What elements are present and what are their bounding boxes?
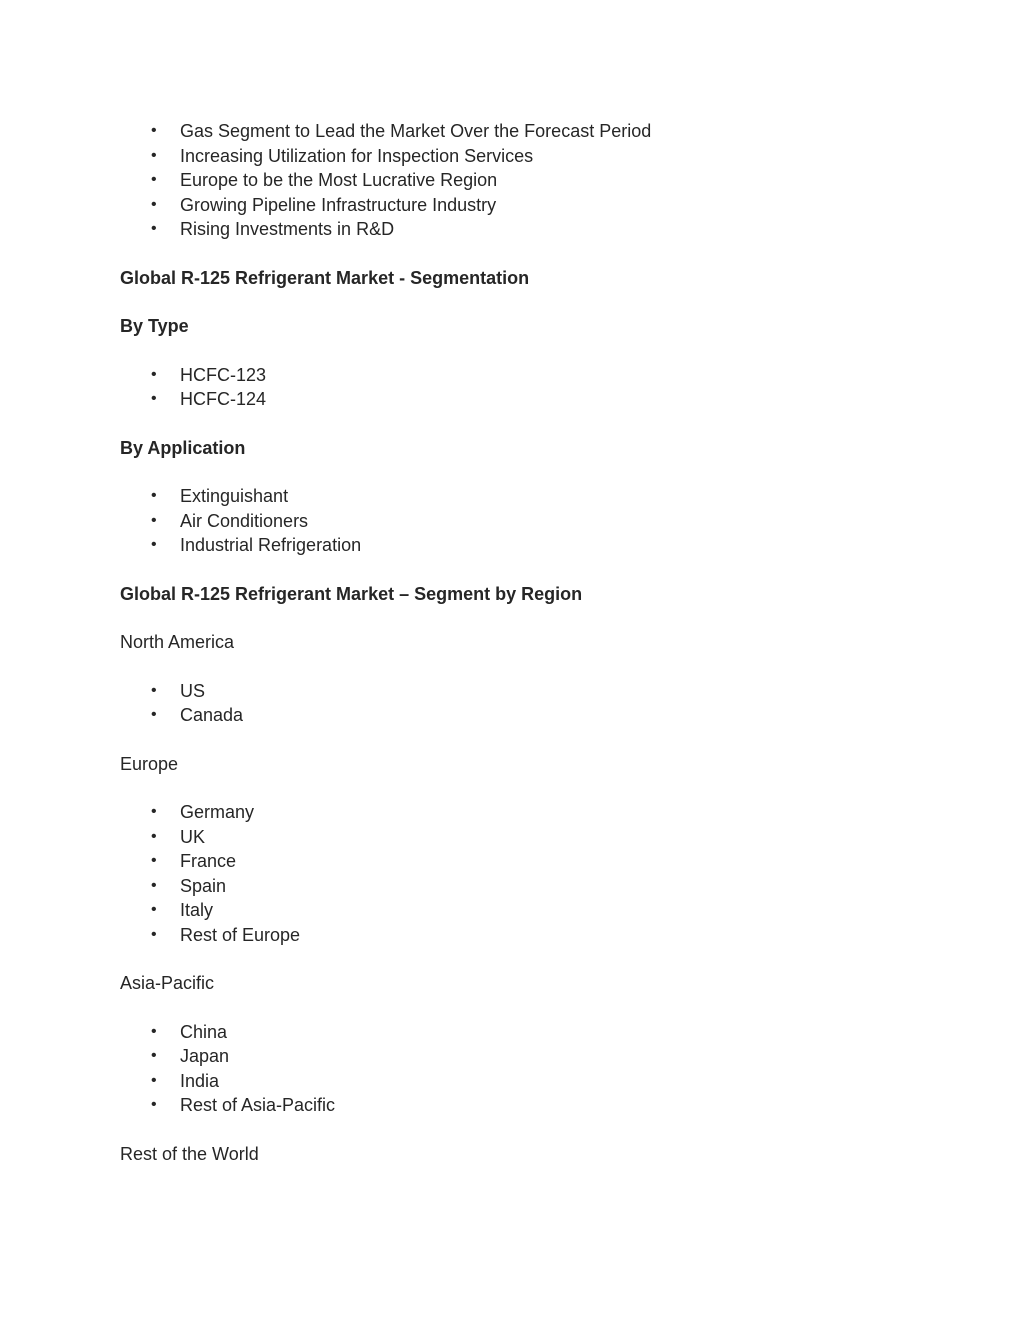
application-list — [120, 484, 920, 558]
list-item: • Rest of Europe — [120, 923, 920, 948]
bullet-icon: • — [151, 827, 157, 845]
list-item: • HCFC-124 — [120, 387, 920, 412]
bullet-icon: • — [151, 925, 157, 943]
bullet-icon: • — [151, 1096, 157, 1113]
list-item: • US — [120, 679, 920, 704]
list-item: • Gas Segment to Lead the Market Over the Forecast Period — [120, 119, 920, 144]
document-body — [120, 119, 920, 1166]
list-item: • Canada — [120, 703, 920, 728]
rest-of-world-label: Rest of the World — [120, 1143, 259, 1164]
bullet-icon: • — [151, 803, 157, 820]
bullet-icon: • — [151, 852, 157, 869]
list-item: • Increasing Utilization for Inspection Services — [120, 144, 920, 169]
list-item: • Germany — [120, 800, 920, 825]
list-item: • Japan — [120, 1044, 920, 1069]
bullet-icon: • — [151, 876, 157, 894]
bullet-icon: • — [151, 681, 157, 699]
bullet-icon: • — [151, 536, 157, 553]
list-item: • Growing Pipeline Infrastructure Industry — [120, 193, 920, 218]
europe-list — [120, 800, 920, 947]
bullet-icon: • — [151, 1071, 157, 1089]
list-item: • China — [120, 1020, 920, 1045]
list-item: • India — [120, 1069, 920, 1094]
list-item: • Spain — [120, 874, 920, 899]
list-item: • Rising Investments in R&D — [120, 217, 920, 242]
bullet-icon: • — [151, 901, 157, 918]
bullet-icon: • — [151, 1047, 157, 1064]
segmentation-title: Global R-125 Refrigerant Market - Segmentation — [120, 267, 530, 288]
intro-bullet-list — [120, 119, 920, 242]
north-america-list — [120, 679, 920, 728]
by-application-heading: By Application — [120, 437, 246, 458]
europe-label: Europe — [120, 753, 179, 774]
bullet-icon: • — [151, 146, 157, 164]
bullet-icon: • — [151, 487, 157, 504]
asia-pacific-label: Asia-Pacific — [120, 973, 215, 993]
list-item: • Rest of Asia-Pacific — [120, 1093, 920, 1118]
bullet-icon: • — [151, 195, 157, 213]
list-item: • Europe to be the Most Lucrative Region — [120, 168, 920, 193]
bullet-icon: • — [151, 706, 157, 723]
list-item: • Air Conditioners — [120, 509, 920, 534]
list-item: • Extinguishant — [120, 484, 920, 509]
bullet-icon: • — [151, 220, 157, 237]
list-item: • France — [120, 849, 920, 874]
by-type-heading: By Type — [120, 316, 189, 336]
north-america-label: North America — [120, 632, 235, 652]
list-item: • Industrial Refrigeration — [120, 533, 920, 558]
list-item: • Italy — [120, 898, 920, 923]
bullet-icon: • — [151, 171, 157, 188]
list-item: • HCFC-123 — [120, 363, 920, 388]
bullet-icon: • — [151, 390, 157, 407]
bullet-icon: • — [151, 122, 157, 139]
region-title: Global R-125 Refrigerant Market – Segment by Region — [120, 583, 583, 604]
bullet-icon: • — [151, 511, 157, 529]
bullet-icon: • — [151, 1022, 157, 1040]
type-list — [120, 363, 920, 412]
bullet-icon: • — [151, 365, 157, 383]
asia-pacific-list — [120, 1020, 920, 1118]
list-item: • UK — [120, 825, 920, 850]
